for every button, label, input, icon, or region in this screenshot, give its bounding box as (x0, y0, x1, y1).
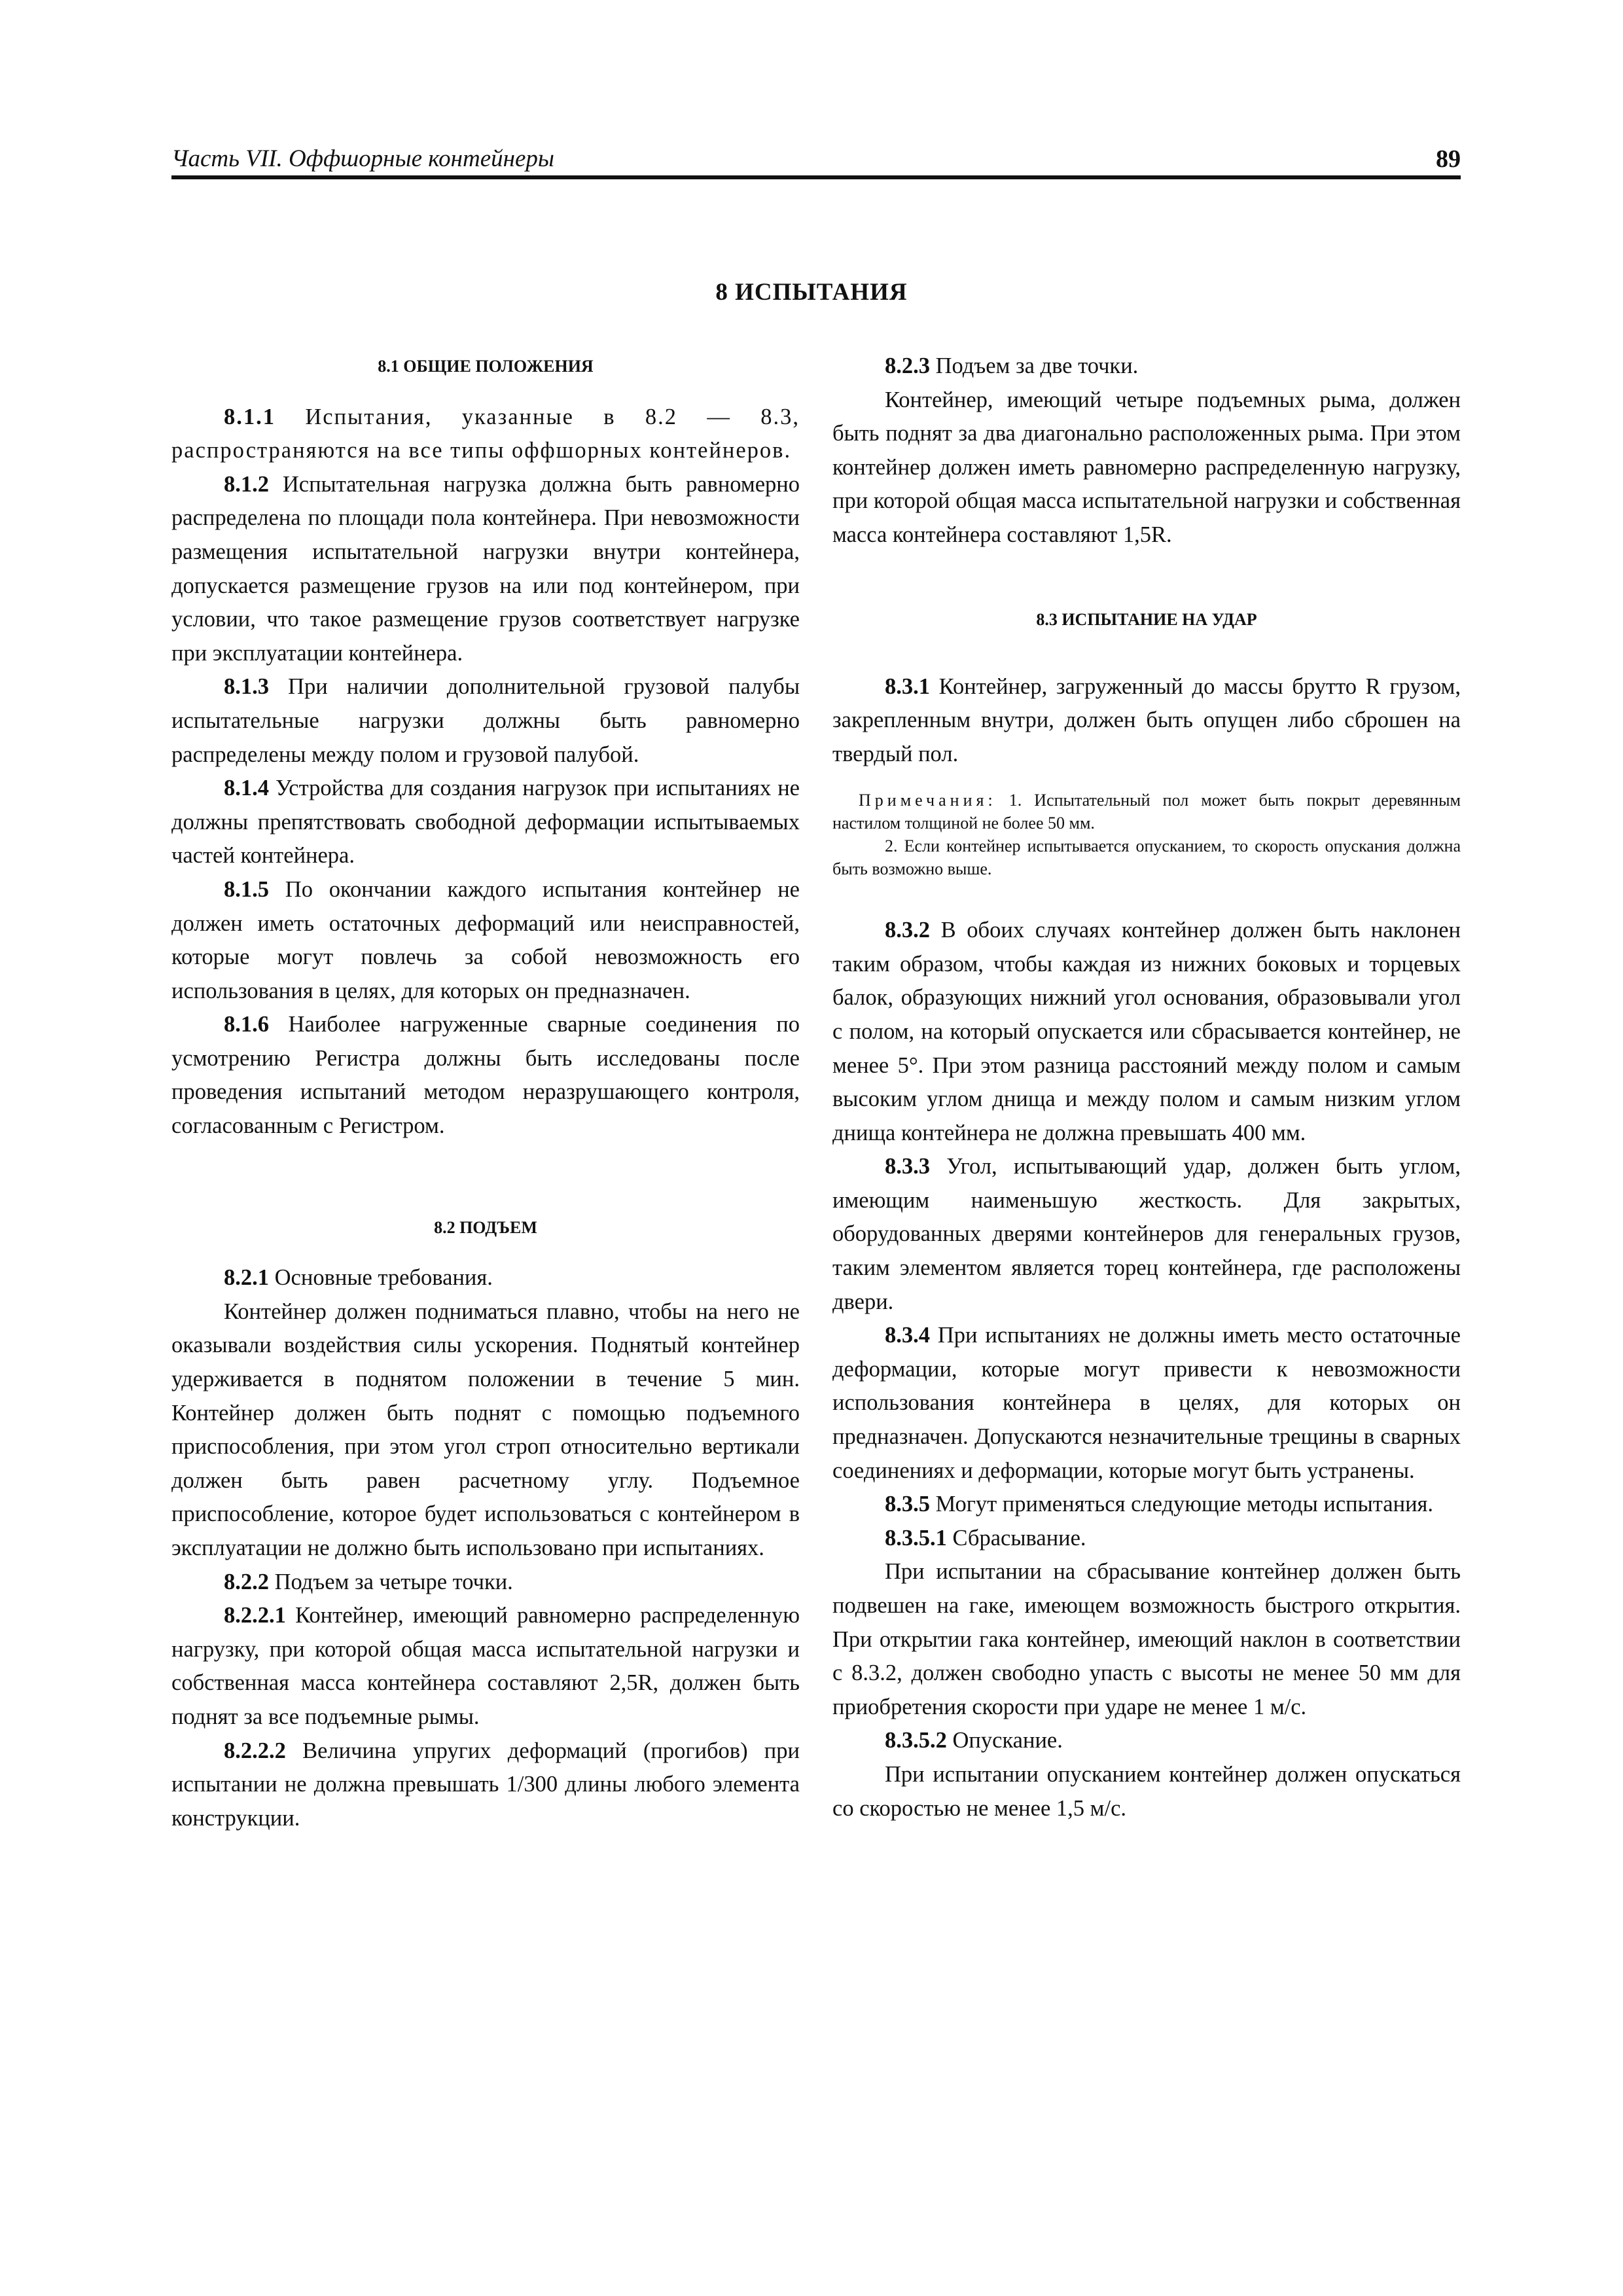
paragraph-8-3-5-2 (832, 1724, 1461, 1758)
page-header (171, 143, 1461, 179)
paragraph-number: 8.3.3 (885, 1154, 930, 1179)
paragraph-8-3-4 (832, 1319, 1461, 1488)
note-1 (832, 789, 1461, 834)
paragraph-text: По окончании каждого испытания контейнер не должен иметь остаточных деформаций или неисправностей, которые могут повлечь за собой невозможность его использования в целях, для которых он предназначен. (171, 876, 800, 1003)
paragraph-number: 8.2.2.2 (224, 1738, 286, 1763)
paragraph-8-2-2 (171, 1566, 800, 1600)
paragraph-number: 8.1.3 (224, 674, 269, 700)
paragraph-number: 8.1.5 (224, 876, 269, 902)
paragraph-8-3-5-1 (832, 1522, 1461, 1556)
paragraph-text: Наиболее нагруженные сварные соединения по усмотрению Регистра должны быть исследованы после проведения испытаний методом неразрушающего контроля, согласованным с Регистром. (171, 1012, 800, 1139)
paragraph-number: 8.3.4 (885, 1323, 930, 1348)
paragraph-8-1-5 (171, 873, 800, 1008)
section-heading-8-3: 8.3 ИСПЫТАНИЕ НА УДАР (1036, 609, 1257, 629)
paragraph-text: В обоих случаях контейнер должен быть наклонен таким образом, чтобы каждая из нижних боковых и торцевых балок, образующих нижний угол основания, образовывали угол с полом, на который опускается или сбрасывается контейнер, не менее 5°. При этом разница расстояний между полом и самым высоким углом днища и между полом и самым низким углом днища контейнера не должна превышать 400 мм. (832, 918, 1461, 1145)
right-column (832, 350, 1461, 1825)
paragraph-8-2-2-1 (171, 1599, 800, 1734)
paragraph-8-3-5 (832, 1488, 1461, 1522)
left-column (171, 350, 800, 1835)
paragraph-text: Величина упругих деформаций (прогибов) при испытании не должна превышать 1/300 длины любого элемента конструкции. (171, 1738, 800, 1831)
paragraph-number: 8.3.5.1 (885, 1525, 947, 1551)
paragraph-number: 8.1.1 (224, 404, 276, 429)
page-number: 89 (1436, 145, 1461, 173)
paragraph-text: Могут применяться следующие методы испытания. (930, 1492, 1434, 1517)
paragraph-8-1-6 (171, 1008, 800, 1143)
paragraph-text: Контейнер, имеющий равномерно распределенную нагрузку, при которой общая масса испытательной нагрузки и собственная масса контейнера составляют 2,5R, должен быть поднят за все подъемные рымы. (171, 1603, 800, 1729)
paragraph-text: Испытательная нагрузка должна быть равномерно распределена по площади пола контейнера. При невозможности размещения испытательной нагрузки внутри контейнера, допускается размещение грузов на или под контейнером, при условии, что такое размещение грузов соответствует нагрузке при эксплуатации контейнера. (171, 471, 800, 666)
section-heading-8-2: 8.2 ПОДЪЕМ (434, 1217, 537, 1237)
paragraph-8-2-1-body: Контейнер должен подниматься плавно, чтобы на него не оказывали воздействия силы ускорения. Поднятый контейнер удерживается в поднятом положении в течение 5 мин. Контейнер должен быть поднят с помощью подъемного приспособления, при этом угол строп относительно вертикали должен быть равен расчетному углу. Подъемное приспособление, которое будет использоваться с контейнером в эксплуатации не должно быть использовано при испытаниях. (171, 1299, 800, 1560)
paragraph-8-2-3-body: Контейнер, имеющий четыре подъемных рыма, должен быть поднят за два диагонально расположенных рыма. При этом контейнер должен иметь равномерно распределенную нагрузку, при которой общая масса испытательной нагрузки и собственная масса контейнера составляют 1,5R. (832, 387, 1461, 547)
paragraph-number: 8.3.5.2 (885, 1728, 947, 1753)
paragraph-8-1-3 (171, 670, 800, 772)
paragraph-8-2-1 (171, 1261, 800, 1295)
paragraph-8-1-1 (171, 401, 800, 468)
paragraph-text: Контейнер, загруженный до массы брутто R грузом, закрепленным внутри, должен быть опущен либо сброшен на твердый пол. (832, 673, 1461, 766)
paragraph-number: 8.2.3 (885, 353, 930, 378)
paragraph-text: Испытания, указанные в 8.2 — 8.3, распространяются на все типы оффшорных контейнеров. (171, 404, 800, 463)
paragraph-8-3-1 (832, 670, 1461, 772)
paragraph-number: 8.2.2 (224, 1569, 269, 1594)
paragraph-text: Подъем за четыре точки. (269, 1569, 513, 1594)
paragraph-8-1-4 (171, 772, 800, 873)
paragraph-text: Основные требования. (269, 1265, 493, 1291)
running-title: Часть VII. Оффшорные контейнеры (171, 145, 554, 172)
chapter-title: 8 ИСПЫТАНИЯ (715, 279, 908, 306)
paragraph-number: 8.2.2.1 (224, 1603, 286, 1628)
paragraph-number: 8.1.6 (224, 1012, 269, 1037)
paragraph-8-1-2 (171, 468, 800, 671)
paragraph-text: Угол, испытывающий удар, должен быть углом, имеющим наименьшую жесткость. Для закрытых, оборудованных дверями контейнеров для генеральных грузов, таким элементом является торец контейнера, где расположены двери. (832, 1154, 1461, 1314)
paragraph-text: При испытаниях не должны иметь место остаточные деформации, которые могут привести к невозможности использования контейнера в целях, для которых он предназначен. Допускаются незначительные трещины в сварных соединениях и деформации, которые могут быть устранены. (832, 1323, 1461, 1483)
note-text: 1. Испытательный пол может быть покрыт деревянным настилом толщиной не более 50 мм. (832, 790, 1461, 833)
paragraph-8-3-5-1-body: При испытании на сбрасывание контейнер должен быть подвешен на гаке, имеющем возможность быстрого открытия. При открытии гака контейнер, имеющий наклон в соответствии с 8.3.2, должен свободно упасть с высоты не менее 50 мм для приобретения скорости при ударе не менее 1 м/с. (832, 1559, 1461, 1719)
paragraph-text: Подъем за две точки. (930, 353, 1139, 378)
paragraph-text: Опускание. (946, 1728, 1063, 1753)
paragraph-8-2-3 (832, 350, 1461, 384)
paragraph-text: При наличии дополнительной грузовой палубы испытательные нагрузки должны быть равномерно распределены между полом и грузовой палубой. (171, 674, 800, 767)
paragraph-8-2-2-2 (171, 1734, 800, 1836)
paragraph-number: 8.3.5 (885, 1492, 930, 1517)
paragraph-8-3-5-2-body: При испытании опусканием контейнер должен опускаться со скоростью не менее 1,5 м/с. (832, 1761, 1461, 1821)
section-heading-8-1: 8.1 ОБЩИЕ ПОЛОЖЕНИЯ (378, 357, 594, 376)
paragraph-number: 8.3.1 (885, 673, 930, 699)
note-2: 2. Если контейнер испытывается опусканием, то скорость опускания должна быть возможно выше. (832, 836, 1461, 878)
paragraph-number: 8.1.2 (224, 471, 269, 497)
paragraph-8-3-3 (832, 1150, 1461, 1319)
paragraph-number: 8.1.4 (224, 776, 269, 801)
note-label: Примечания: (859, 790, 997, 810)
paragraph-text: Устройства для создания нагрузок при испытаниях не должны препятствовать свободной деформации испытываемых частей контейнера. (171, 776, 800, 869)
paragraph-text: Сбрасывание. (946, 1525, 1086, 1551)
paragraph-number: 8.2.1 (224, 1265, 269, 1291)
paragraph-8-3-2 (832, 914, 1461, 1150)
paragraph-number: 8.3.2 (885, 918, 930, 943)
